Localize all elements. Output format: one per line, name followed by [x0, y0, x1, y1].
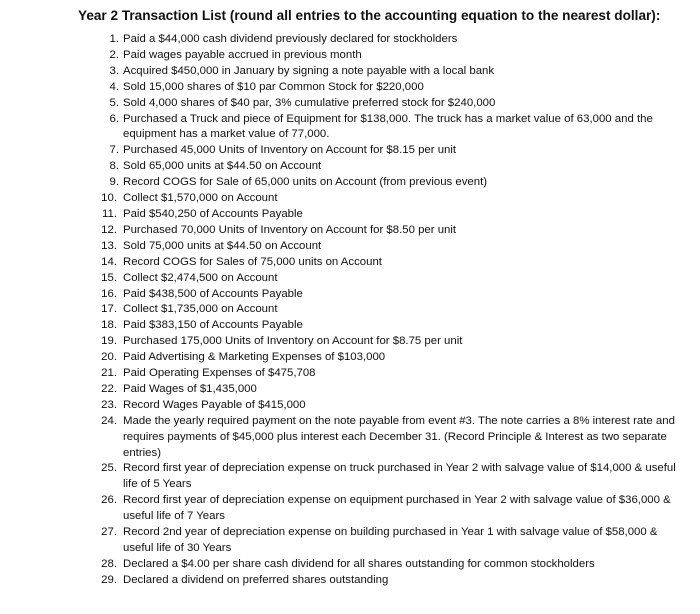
item-text: Purchased 175,000 Units of Inventory on Account for $8.75 per unit	[123, 335, 463, 348]
item-number: 18.	[101, 319, 117, 332]
item-number: 22.	[101, 382, 117, 395]
item-number: 13.	[101, 239, 117, 252]
list-item	[103, 191, 690, 207]
item-text: Record Wages Payable of $415,000	[123, 398, 306, 411]
item-number: 8.	[109, 160, 119, 173]
item-number: 28.	[101, 557, 117, 570]
list-item	[103, 239, 690, 255]
list-item	[103, 366, 690, 382]
list-item	[103, 223, 690, 239]
list-item	[103, 334, 690, 350]
list-item	[103, 112, 690, 144]
document-title: Year 2 Transaction List (round all entries to the accounting equation to the nearest dollar):	[78, 8, 661, 23]
list-item	[103, 80, 690, 96]
item-text: Purchased 45,000 Units of Inventory on Account for $8.15 per unit	[123, 144, 457, 157]
item-number: 26.	[101, 494, 117, 507]
item-number: 2.	[109, 48, 119, 61]
item-text: Purchased 70,000 Units of Inventory on Account for $8.50 per unit	[123, 223, 457, 236]
item-number: 3.	[109, 64, 119, 77]
item-text: Record COGS for Sale of 65,000 units on Account (from previous event)	[123, 176, 488, 189]
item-number: 16.	[101, 287, 117, 300]
item-text: Declared a dividend on preferred shares outstanding	[123, 573, 389, 586]
list-item	[103, 175, 690, 191]
item-number: 1.	[109, 33, 119, 45]
item-text: Sold 65,000 units at $44.50 on Account	[123, 160, 322, 173]
item-number: 14.	[101, 255, 117, 268]
item-number: 10.	[101, 192, 117, 205]
item-text: Paid wages payable accrued in previous month	[123, 48, 362, 61]
item-number: 7.	[109, 144, 119, 157]
item-text: Purchased a Truck and piece of Equipment for $138,000. The truck has a market value of 63,000 and the equipment has a market value of 77,000.	[123, 112, 653, 141]
list-item	[103, 557, 690, 573]
item-number: 25.	[101, 462, 117, 475]
item-number: 19.	[101, 335, 117, 348]
item-number: 27.	[101, 526, 117, 539]
item-text: Made the yearly required payment on the note payable from event #3. The note carries a 8% interest rate and requires payments of $45,000 plus interest each December 31. (Record Principle & Interest as two separate entries)	[123, 414, 675, 459]
item-number: 12.	[101, 223, 117, 236]
item-text: Acquired $450,000 in January by signing a note payable with a local bank	[123, 64, 495, 77]
item-text: Sold 4,000 shares of $40 par, 3% cumulative preferred stock for $240,000	[123, 96, 496, 109]
item-number: 23.	[101, 398, 117, 411]
list-item	[103, 48, 690, 64]
list-item	[103, 573, 690, 589]
item-text: Collect $1,735,000 on Account	[123, 303, 278, 316]
item-text: Sold 15,000 shares of $10 par Common Stock for $220,000	[123, 80, 424, 93]
item-number: 29.	[101, 573, 117, 586]
item-text: Record 2nd year of depreciation expense on building purchased in Year 1 with salvage value of $58,000 & useful life of 30 Years	[123, 526, 658, 554]
item-text: Paid $438,500 of Accounts Payable	[123, 287, 303, 300]
item-text: Collect $2,474,500 on Account	[123, 271, 278, 284]
list-item	[103, 255, 690, 271]
list-item	[103, 287, 690, 303]
item-number: 17.	[101, 303, 117, 316]
item-text: Paid Operating Expenses of $475,708	[123, 367, 316, 380]
item-number: 4.	[109, 80, 119, 93]
item-text: Record first year of depreciation expense on equipment purchased in Year 2 with salvage value of $36,000 & useful life of 7 Years	[123, 494, 671, 523]
item-text: Record first year of depreciation expense on truck purchased in Year 2 with salvage value of $14,000 & useful life of 5 Years	[123, 462, 676, 491]
item-text: Record COGS for Sales of 75,000 units on Account	[123, 255, 382, 268]
transaction-list	[78, 32, 690, 589]
item-number: 11.	[102, 207, 117, 220]
list-item	[103, 271, 690, 287]
item-text: Paid $383,150 of Accounts Payable	[123, 319, 303, 332]
item-number: 20.	[101, 351, 117, 364]
item-number: 24.	[101, 414, 117, 427]
list-item	[103, 414, 690, 462]
item-text: Collect $1,570,000 on Account	[123, 192, 278, 205]
item-number: 9.	[109, 176, 119, 189]
item-text: Sold 75,000 units at $44.50 on Account	[123, 239, 322, 252]
list-item	[103, 398, 690, 414]
list-item	[103, 318, 690, 334]
list-item	[103, 382, 690, 398]
list-item	[103, 302, 690, 318]
item-text: Paid a $44,000 cash dividend previously declared for stockholders	[123, 33, 458, 45]
item-number: 6.	[109, 112, 119, 125]
item-number: 21.	[101, 367, 117, 380]
list-item	[103, 493, 690, 525]
item-number: 5.	[109, 96, 119, 109]
item-number: 15.	[101, 271, 117, 284]
list-item	[103, 461, 690, 493]
item-text: Paid Advertising & Marketing Expenses of $103,000	[123, 351, 386, 364]
list-item	[103, 350, 690, 366]
list-item	[103, 96, 690, 112]
list-item	[103, 159, 690, 175]
list-item	[103, 64, 690, 80]
item-text: Paid Wages of $1,435,000	[123, 382, 257, 395]
list-item	[103, 143, 690, 159]
item-text: Paid $540,250 of Accounts Payable	[123, 207, 303, 220]
list-item	[103, 207, 690, 223]
list-item	[103, 32, 690, 48]
list-item	[103, 525, 690, 557]
item-text: Declared a $4.00 per share cash dividend for all shares outstanding for common stockholders	[123, 557, 595, 570]
